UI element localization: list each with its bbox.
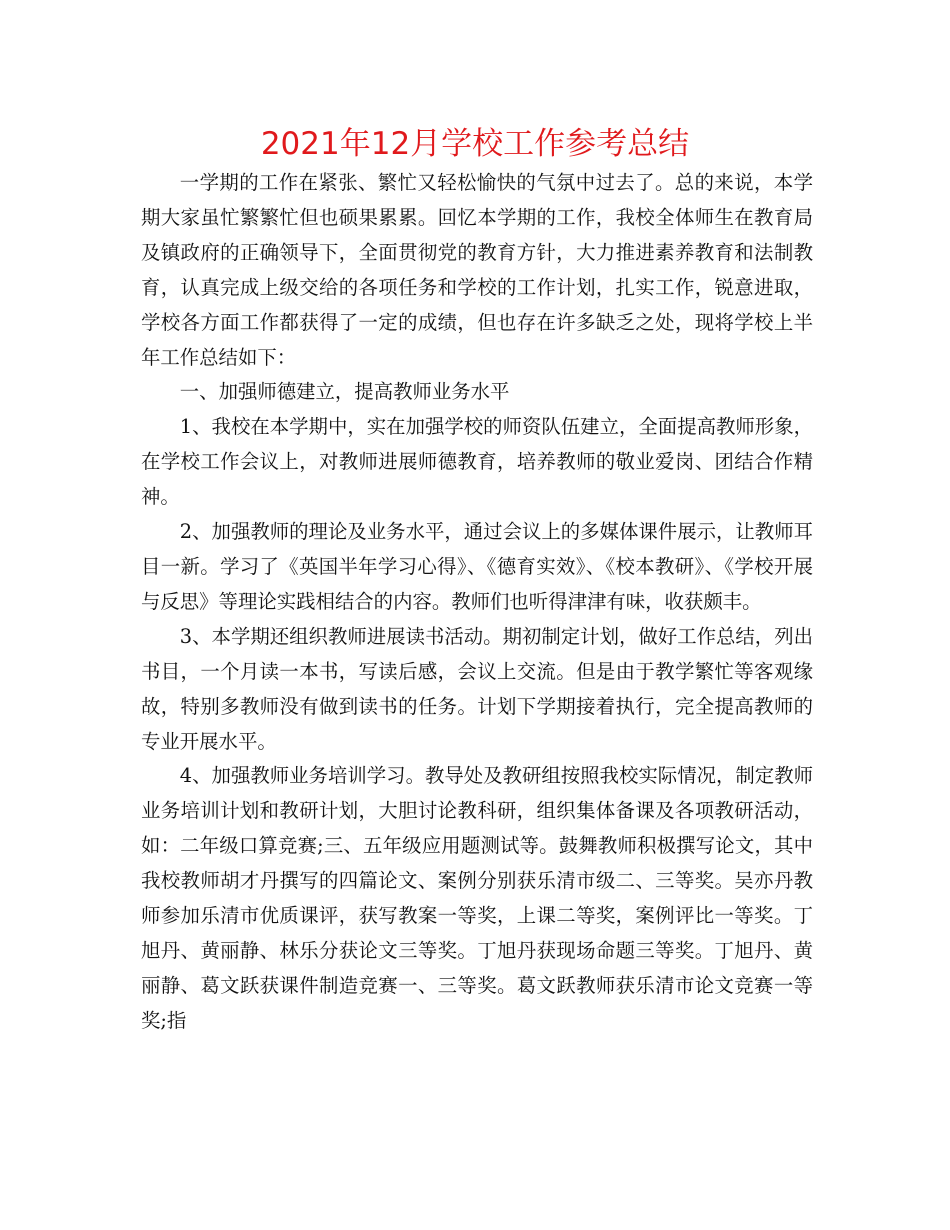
paragraph-item-1: 1、我校在本学期中，实在加强学校的师资队伍建立，全面提高教师形象，在学校工作会议上，对教师进展师德教育，培养教师的敬业爱岗、团结合作精神。 [141, 415, 813, 509]
paragraph-intro: 一学期的工作在紧张、繁忙又轻松愉快的气氛中过去了。总的来说，本学期大家虽忙繁繁忙但也硕果累累。回忆本学期的工作，我校全体师生在教育局及镇政府的正确领导下，全面贯彻党的教育方针，大力推进素养教育和法制教育，认真完成上级交给的各项任务和学校的工作计划，扎实工作，锐意进取，学校各方面工作都获得了一定的成绩，但也存在许多缺乏之处，现将学校上半年工作总结如下： [141, 171, 813, 369]
paragraph-item-3: 3、本学期还组织教师进展读书活动。期初制定计划，做好工作总结，列出书目，一个月读一本书，写读后感，会议上交流。但是由于教学繁忙等客观缘故，特别多教师没有做到读书的任务。计划下学期接着执行，完全提高教师的专业开展水平。 [141, 624, 813, 753]
document-body [141, 166, 813, 1039]
section-heading: 一、加强师德建立，提高教师业务水平 [179, 380, 510, 404]
document-title: 2021年12月学校工作参考总结 [260, 126, 690, 162]
paragraph-item-4: 4、加强教师业务培训学习。教导处及教研组按照我校实际情况，制定教师业务培训计划和教研计划，大胆讨论教科研，组织集体备课及各项教研活动，如：二年级口算竞赛;三、五年级应用题测试等。鼓舞教师积极撰写论文，其中我校教师胡才丹撰写的四篇论文、案例分别获乐清市级二、三等奖。吴亦丹教师参加乐清市优质课评，获写教案一等奖，上课二等奖，案例评比一等奖。丁旭丹、黄丽静、林乐分获论文三等奖。丁旭丹获现场命题三等奖。丁旭丹、黄丽静、葛文跃获课件制造竞赛一、三等奖。葛文跃教师获乐清市论文竞赛一等奖;指 [141, 764, 813, 1032]
paragraph-item-2: 2、加强教师的理论及业务水平，通过会议上的多媒体课件展示，让教师耳目一新。学习了《英国半年学习心得》、《德育实效》、《校本教研》、《学校开展与反思》等理论实践相结合的内容。教师们也听得津津有味，收获颇丰。 [141, 520, 813, 613]
